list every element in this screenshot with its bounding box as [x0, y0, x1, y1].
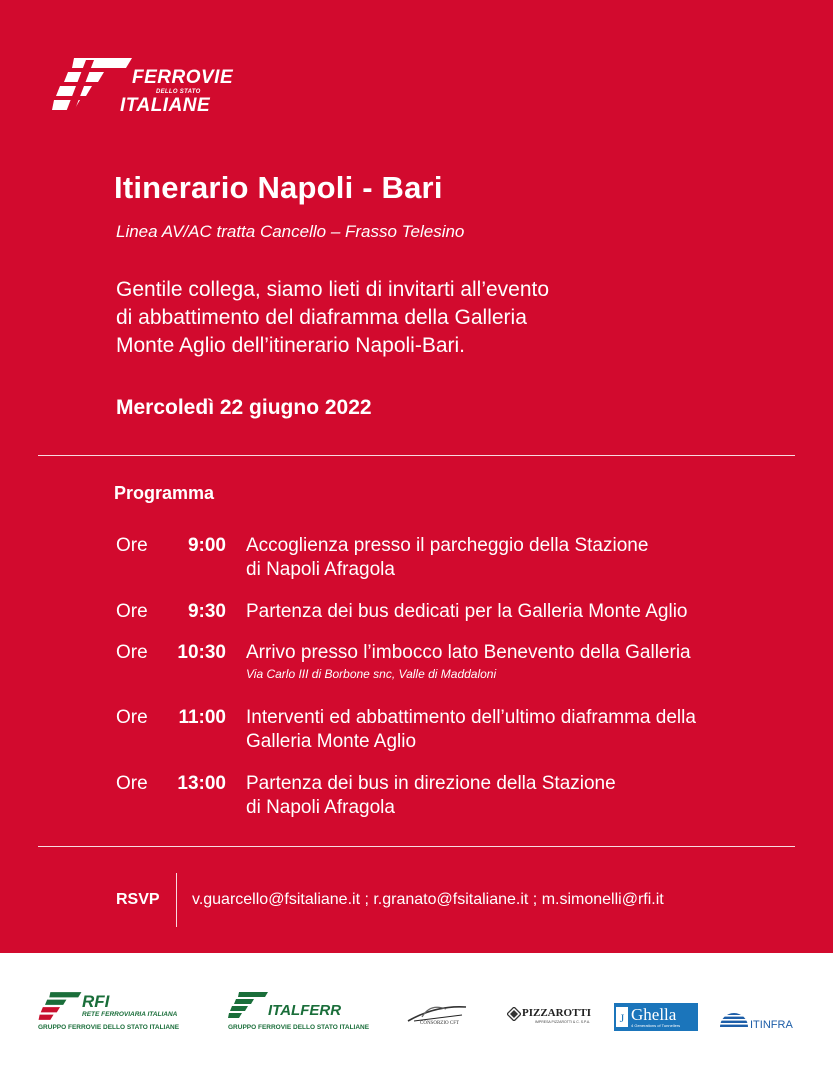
ore-label: Ore [116, 601, 148, 622]
intro-line: Monte Aglio dell’itinerario Napoli-Bari. [116, 334, 466, 357]
program-description [246, 641, 806, 683]
intro-line: Gentile collega, siamo lieti di invitarti all’evento [116, 278, 550, 301]
pizzarotti-logo [507, 1005, 593, 1031]
rfi-group: GRUPPO FERROVIE DELLO STATO ITALIANE [38, 1024, 180, 1031]
italferr-group: GRUPPO FERROVIE DELLO STATO ITALIANE [228, 1024, 370, 1031]
logo-text-italiane: ITALIANE [120, 95, 211, 116]
program-line: Arrivo presso l’imbocco lato Benevento della Galleria [246, 642, 691, 663]
program-line: di Napoli Afragola [246, 559, 395, 580]
program-line: Interventi ed abbattimento dell’ultimo diaframma della [246, 707, 696, 728]
program-line: Galleria Monte Aglio [246, 731, 417, 752]
ore-label: Ore [116, 642, 148, 663]
rfi-sub: RETE FERROVIARIA ITALIANA [82, 1011, 178, 1018]
italferr-mark-icon [228, 991, 268, 1019]
divider [38, 455, 795, 456]
cft-logo [406, 1001, 476, 1031]
program-heading: Programma [114, 483, 215, 503]
program-description [246, 706, 806, 754]
page-subtitle: Linea AV/AC tratta Cancello – Frasso Telesino [116, 222, 465, 241]
rsvp-label: RSVP [116, 891, 160, 908]
program-line: di Napoli Afragola [246, 797, 395, 818]
program-line: Partenza dei bus in direzione della Stazione [246, 773, 616, 794]
italferr-name: ITALFERR [268, 1002, 342, 1019]
ore-label: Ore [116, 535, 148, 556]
rfi-mark-icon [38, 991, 82, 1021]
logo-text-dello-stato: DELLO STATO [156, 89, 201, 95]
program-description [246, 600, 806, 624]
intro-paragraph [116, 276, 716, 360]
itinfra-dome-icon [720, 1003, 748, 1027]
svg-text:J: J [619, 1011, 625, 1025]
logo-text-ferrovie: FERROVIE [132, 67, 234, 88]
program-description [246, 534, 806, 582]
rfi-logo [38, 989, 208, 1035]
italferr-logo [228, 991, 368, 1035]
program-note: Via Carlo III di Borbone snc, Valle di Maddaloni [246, 667, 497, 681]
ore-label: Ore [116, 773, 148, 794]
pizzarotti-diamond-icon [507, 1007, 521, 1021]
cft-name: CONSORZIO CFT [420, 1021, 460, 1026]
rsvp-divider [176, 873, 177, 927]
program-time: 9:30 [187, 601, 226, 622]
sponsor-bar [0, 953, 833, 1080]
program-time: 13:00 [177, 773, 226, 794]
divider [38, 846, 795, 847]
ore-label: Ore [116, 707, 148, 728]
rsvp-emails[interactable]: v.guarcello@fsitaliane.it ; r.granato@fsitaliane.it ; m.simonelli@rfi.it [192, 891, 664, 908]
itinfra-logo [720, 1003, 804, 1033]
program-description [246, 772, 806, 820]
ghella-sub: 4 Generations of Tunnellers [631, 1023, 681, 1028]
ghella-logo [614, 1003, 698, 1033]
ghella-mark-icon [616, 1007, 628, 1027]
ghella-name: Ghella [631, 1005, 677, 1024]
event-date: Mercoledì 22 giugno 2022 [116, 396, 372, 419]
program-line: Partenza dei bus dedicati per la Galleria Monte Aglio [246, 601, 688, 622]
ferrovie-logo [52, 52, 262, 116]
itinfra-name: ITINFRA [750, 1019, 793, 1031]
pizzarotti-name: PIZZAROTTI [522, 1007, 592, 1019]
program-time: 10:30 [177, 642, 226, 663]
pizzarotti-sub: IMPRESA PIZZAROTTI & C. S.P.A. [535, 1020, 591, 1024]
page-title: Itinerario Napoli - Bari [114, 170, 443, 205]
program-time: 11:00 [178, 707, 226, 728]
program-time: 9:00 [187, 535, 226, 556]
program-line: Accoglienza presso il parcheggio della Stazione [246, 535, 649, 556]
intro-line: di abbattimento del diaframma della Galleria [116, 306, 527, 329]
rfi-name: RFI [82, 992, 110, 1011]
cft-swoosh-icon [406, 1001, 468, 1023]
